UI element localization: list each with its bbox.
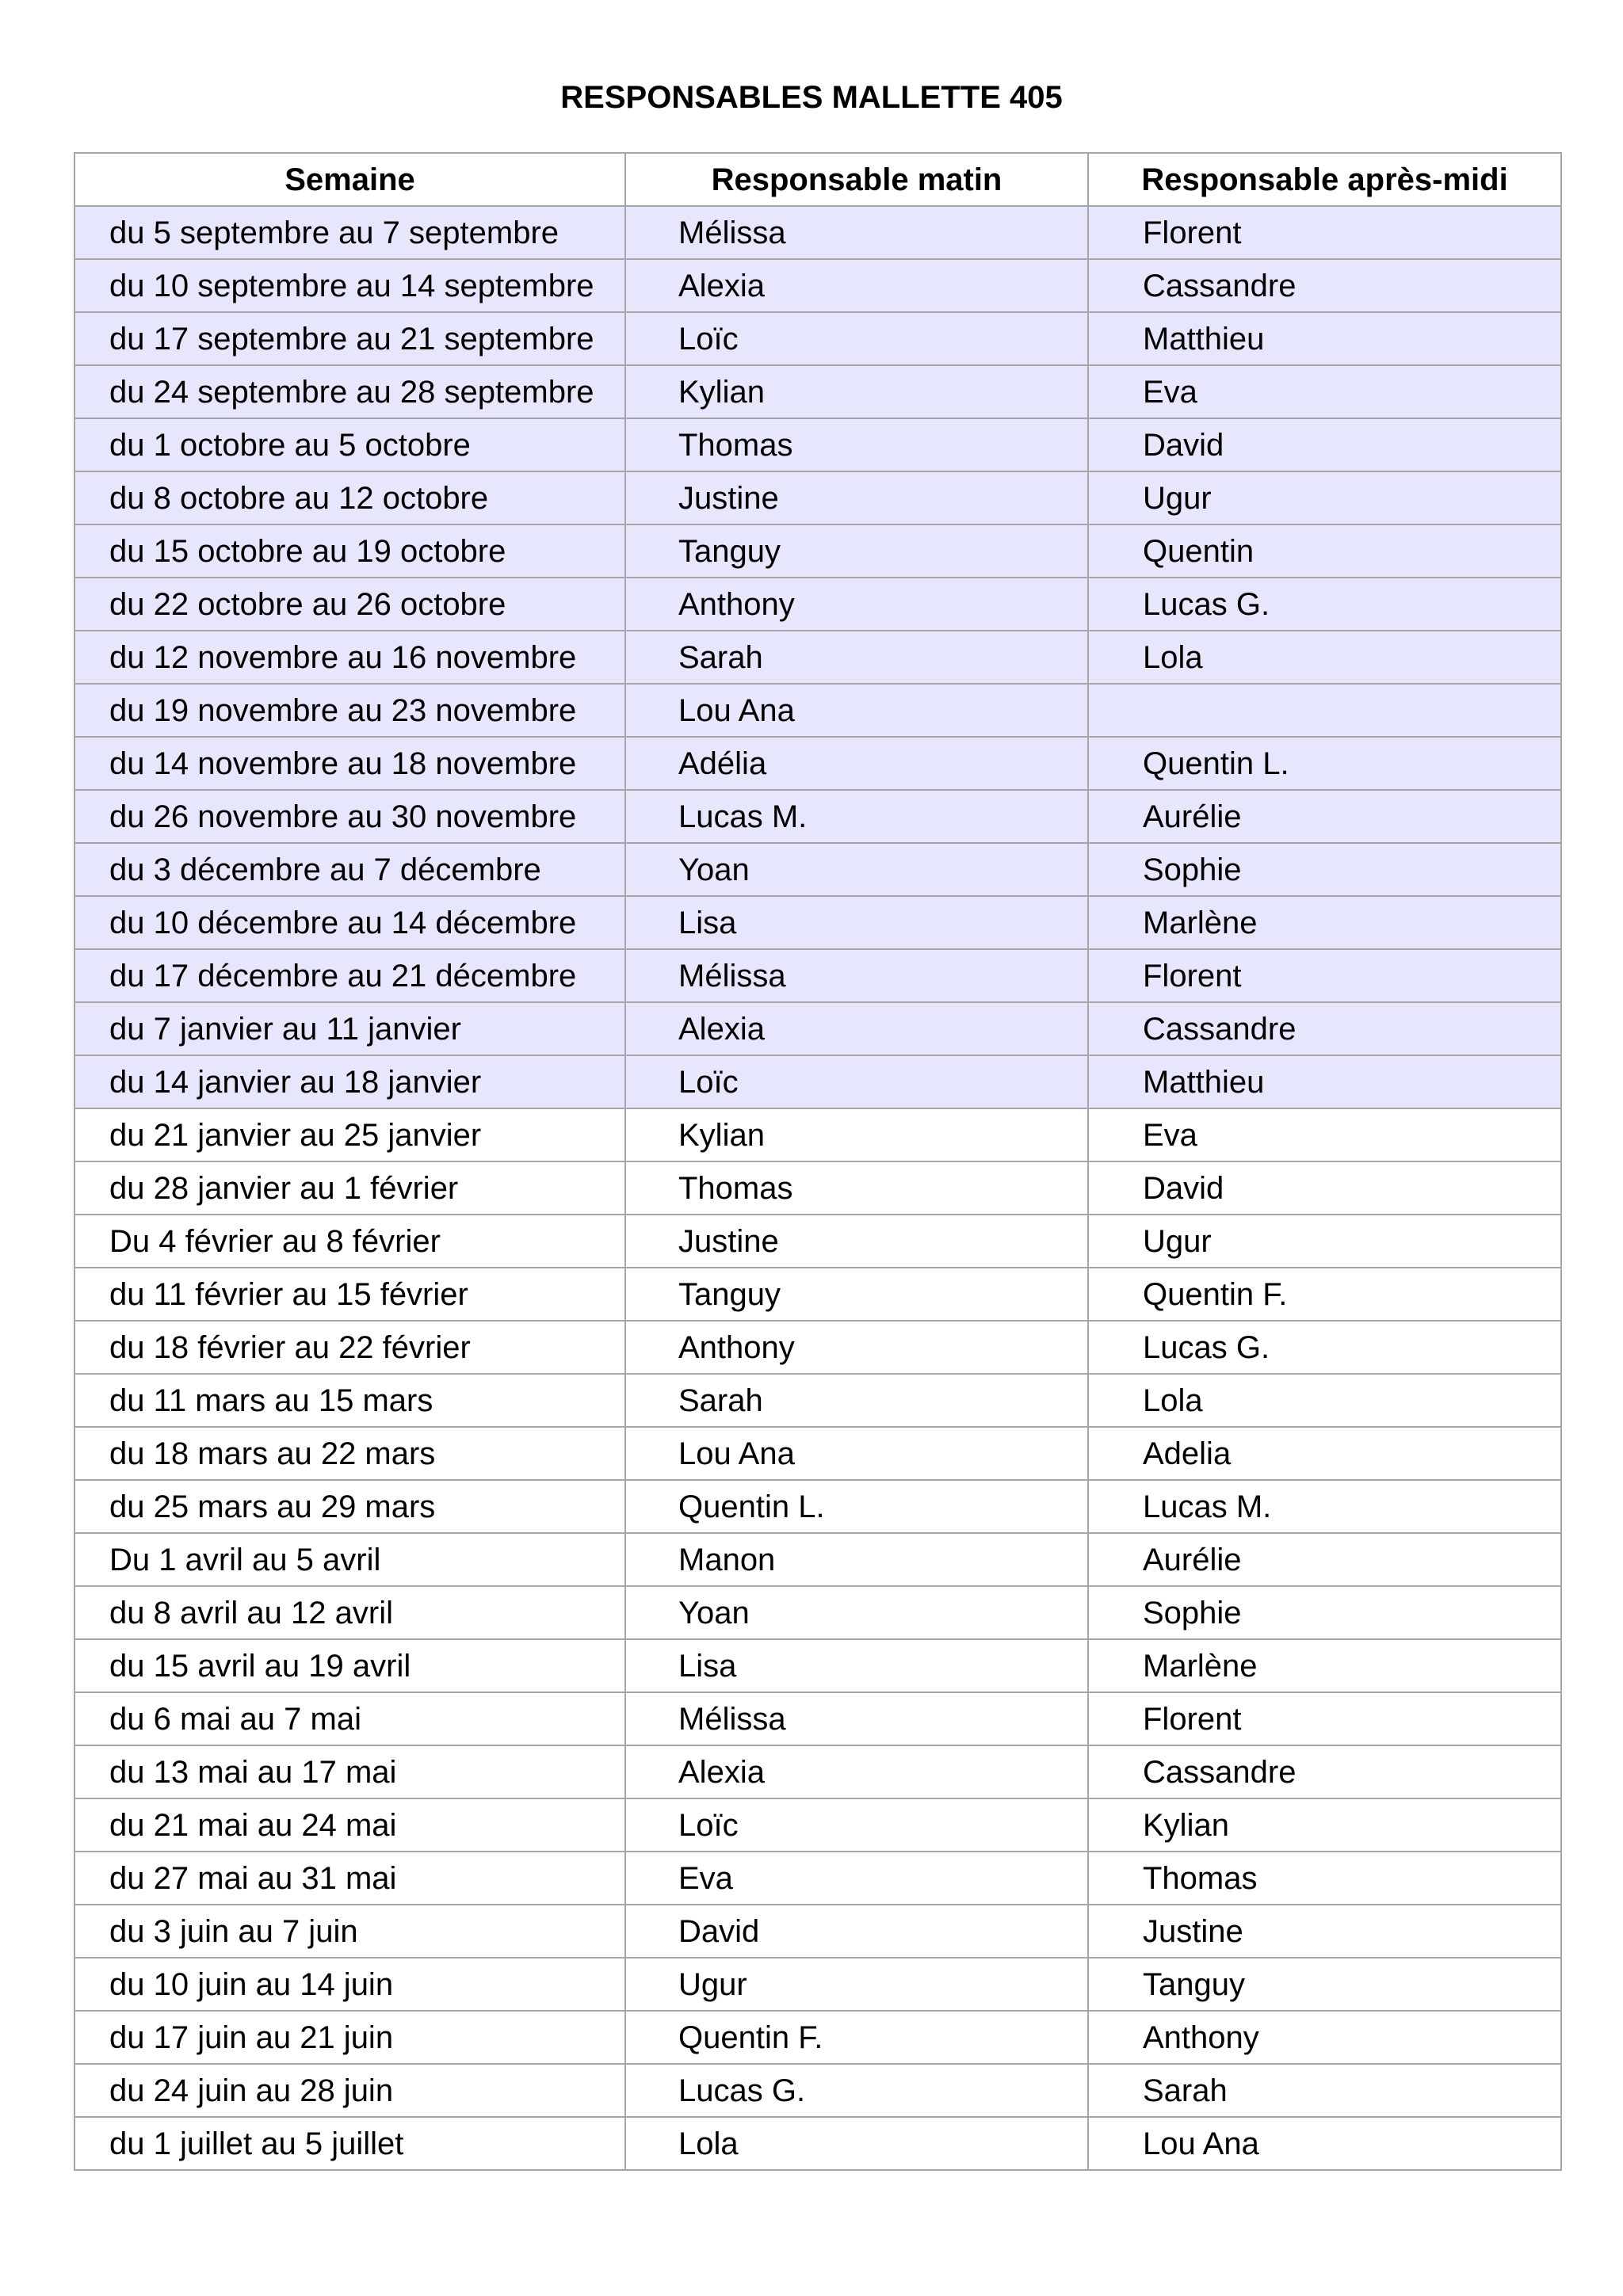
week-cell: du 10 décembre au 14 décembre [74,896,625,949]
afternoon-cell: Eva [1088,365,1561,418]
morning-cell: Alexia [625,259,1088,312]
afternoon-cell: Sophie [1088,843,1561,896]
morning-cell: Yoan [625,1586,1088,1639]
afternoon-cell: Quentin L. [1088,737,1561,790]
afternoon-cell [1088,684,1561,737]
table-body [74,206,1561,2170]
week-cell: du 15 octobre au 19 octobre [74,524,625,578]
morning-cell: Loïc [625,1055,1088,1108]
table-row [74,1852,1561,1905]
week-cell: du 13 mai au 17 mai [74,1745,625,1798]
week-cell: du 7 janvier au 11 janvier [74,1002,625,1055]
week-cell: du 21 janvier au 25 janvier [74,1108,625,1161]
week-cell: du 1 juillet au 5 juillet [74,2117,625,2170]
table-row [74,949,1561,1002]
table-row [74,896,1561,949]
morning-cell: Tanguy [625,1268,1088,1321]
header-afternoon: Responsable après-midi [1088,153,1561,206]
schedule-table [74,152,1562,2171]
table-row [74,1055,1561,1108]
morning-cell: Alexia [625,1745,1088,1798]
afternoon-cell: Lola [1088,631,1561,684]
morning-cell: Anthony [625,578,1088,631]
morning-cell: Lucas M. [625,790,1088,843]
afternoon-cell: Ugur [1088,1215,1561,1268]
table-row [74,2117,1561,2170]
morning-cell: Manon [625,1533,1088,1586]
week-cell: du 24 juin au 28 juin [74,2064,625,2117]
morning-cell: Sarah [625,1374,1088,1427]
morning-cell: Loïc [625,1798,1088,1852]
morning-cell: Justine [625,471,1088,524]
table-row [74,1533,1561,1586]
week-cell: du 17 décembre au 21 décembre [74,949,625,1002]
table-row [74,2011,1561,2064]
afternoon-cell: Sarah [1088,2064,1561,2117]
week-cell: du 10 juin au 14 juin [74,1958,625,2011]
week-cell: du 26 novembre au 30 novembre [74,790,625,843]
week-cell: du 6 mai au 7 mai [74,1692,625,1745]
morning-cell: Lucas G. [625,2064,1088,2117]
afternoon-cell: Cassandre [1088,1745,1561,1798]
week-cell: du 21 mai au 24 mai [74,1798,625,1852]
afternoon-cell: Lou Ana [1088,2117,1561,2170]
week-cell: du 14 janvier au 18 janvier [74,1055,625,1108]
week-cell: du 8 avril au 12 avril [74,1586,625,1639]
week-cell: du 12 novembre au 16 novembre [74,631,625,684]
table-row [74,1215,1561,1268]
table-row [74,578,1561,631]
afternoon-cell: Cassandre [1088,1002,1561,1055]
week-cell: du 5 septembre au 7 septembre [74,206,625,259]
week-cell: du 22 octobre au 26 octobre [74,578,625,631]
table-row [74,1321,1561,1374]
week-cell: du 14 novembre au 18 novembre [74,737,625,790]
table-row [74,1905,1561,1958]
week-cell: du 1 octobre au 5 octobre [74,418,625,471]
afternoon-cell: Matthieu [1088,1055,1561,1108]
morning-cell: Eva [625,1852,1088,1905]
morning-cell: Quentin L. [625,1480,1088,1533]
afternoon-cell: Sophie [1088,1586,1561,1639]
table-row [74,843,1561,896]
morning-cell: Kylian [625,1108,1088,1161]
table-row [74,2064,1561,2117]
afternoon-cell: Aurélie [1088,790,1561,843]
morning-cell: Yoan [625,843,1088,896]
morning-cell: Mélissa [625,206,1088,259]
table-row [74,684,1561,737]
morning-cell: Lisa [625,896,1088,949]
morning-cell: Ugur [625,1958,1088,2011]
table-row [74,1798,1561,1852]
table-row [74,1002,1561,1055]
afternoon-cell: Lola [1088,1374,1561,1427]
morning-cell: Lola [625,2117,1088,2170]
morning-cell: Adélia [625,737,1088,790]
morning-cell: Thomas [625,1161,1088,1215]
table-row [74,1586,1561,1639]
afternoon-cell: Matthieu [1088,312,1561,365]
afternoon-cell: Adelia [1088,1427,1561,1480]
afternoon-cell: Justine [1088,1905,1561,1958]
morning-cell: Lou Ana [625,1427,1088,1480]
table-row [74,1108,1561,1161]
afternoon-cell: Kylian [1088,1798,1561,1852]
afternoon-cell: David [1088,1161,1561,1215]
week-cell: du 19 novembre au 23 novembre [74,684,625,737]
table-row [74,790,1561,843]
week-cell: Du 1 avril au 5 avril [74,1533,625,1586]
morning-cell: Quentin F. [625,2011,1088,2064]
morning-cell: Justine [625,1215,1088,1268]
week-cell: du 18 mars au 22 mars [74,1427,625,1480]
morning-cell: Tanguy [625,524,1088,578]
week-cell: du 11 mars au 15 mars [74,1374,625,1427]
table-row [74,471,1561,524]
table-row [74,1745,1561,1798]
week-cell: du 17 septembre au 21 septembre [74,312,625,365]
header-morning: Responsable matin [625,153,1088,206]
table-row [74,1692,1561,1745]
table-row [74,1427,1561,1480]
afternoon-cell: Aurélie [1088,1533,1561,1586]
week-cell: du 18 février au 22 février [74,1321,625,1374]
page-title: RESPONSABLES MALLETTE 405 [560,80,1063,115]
afternoon-cell: Cassandre [1088,259,1561,312]
table-row [74,365,1561,418]
morning-cell: David [625,1905,1088,1958]
afternoon-cell: Quentin [1088,524,1561,578]
afternoon-cell: Florent [1088,1692,1561,1745]
table-row [74,737,1561,790]
table-row [74,312,1561,365]
week-cell: du 28 janvier au 1 février [74,1161,625,1215]
week-cell: du 8 octobre au 12 octobre [74,471,625,524]
afternoon-cell: David [1088,418,1561,471]
table-row [74,524,1561,578]
table-row [74,1639,1561,1692]
afternoon-cell: Lucas M. [1088,1480,1561,1533]
week-cell: du 17 juin au 21 juin [74,2011,625,2064]
morning-cell: Kylian [625,365,1088,418]
week-cell: du 3 décembre au 7 décembre [74,843,625,896]
header-row [74,153,1561,206]
afternoon-cell: Florent [1088,949,1561,1002]
afternoon-cell: Florent [1088,206,1561,259]
table-row [74,1958,1561,2011]
week-cell: du 24 septembre au 28 septembre [74,365,625,418]
header-week: Semaine [74,153,625,206]
afternoon-cell: Lucas G. [1088,578,1561,631]
afternoon-cell: Eva [1088,1108,1561,1161]
morning-cell: Alexia [625,1002,1088,1055]
afternoon-cell: Anthony [1088,2011,1561,2064]
table-row [74,1161,1561,1215]
week-cell: du 11 février au 15 février [74,1268,625,1321]
table-row [74,631,1561,684]
morning-cell: Sarah [625,631,1088,684]
table-row [74,259,1561,312]
afternoon-cell: Lucas G. [1088,1321,1561,1374]
morning-cell: Mélissa [625,949,1088,1002]
morning-cell: Anthony [625,1321,1088,1374]
afternoon-cell: Tanguy [1088,1958,1561,2011]
week-cell: du 25 mars au 29 mars [74,1480,625,1533]
week-cell: du 3 juin au 7 juin [74,1905,625,1958]
table-row [74,418,1561,471]
table-row [74,1268,1561,1321]
table-header [74,153,1561,206]
table-row [74,206,1561,259]
table-row [74,1374,1561,1427]
morning-cell: Lou Ana [625,684,1088,737]
morning-cell: Lisa [625,1639,1088,1692]
week-cell: du 10 septembre au 14 septembre [74,259,625,312]
week-cell: du 15 avril au 19 avril [74,1639,625,1692]
morning-cell: Thomas [625,418,1088,471]
table-row [74,1480,1561,1533]
afternoon-cell: Quentin F. [1088,1268,1561,1321]
afternoon-cell: Marlène [1088,896,1561,949]
week-cell: du 27 mai au 31 mai [74,1852,625,1905]
afternoon-cell: Marlène [1088,1639,1561,1692]
afternoon-cell: Ugur [1088,471,1561,524]
morning-cell: Mélissa [625,1692,1088,1745]
afternoon-cell: Thomas [1088,1852,1561,1905]
week-cell: Du 4 février au 8 février [74,1215,625,1268]
morning-cell: Loïc [625,312,1088,365]
